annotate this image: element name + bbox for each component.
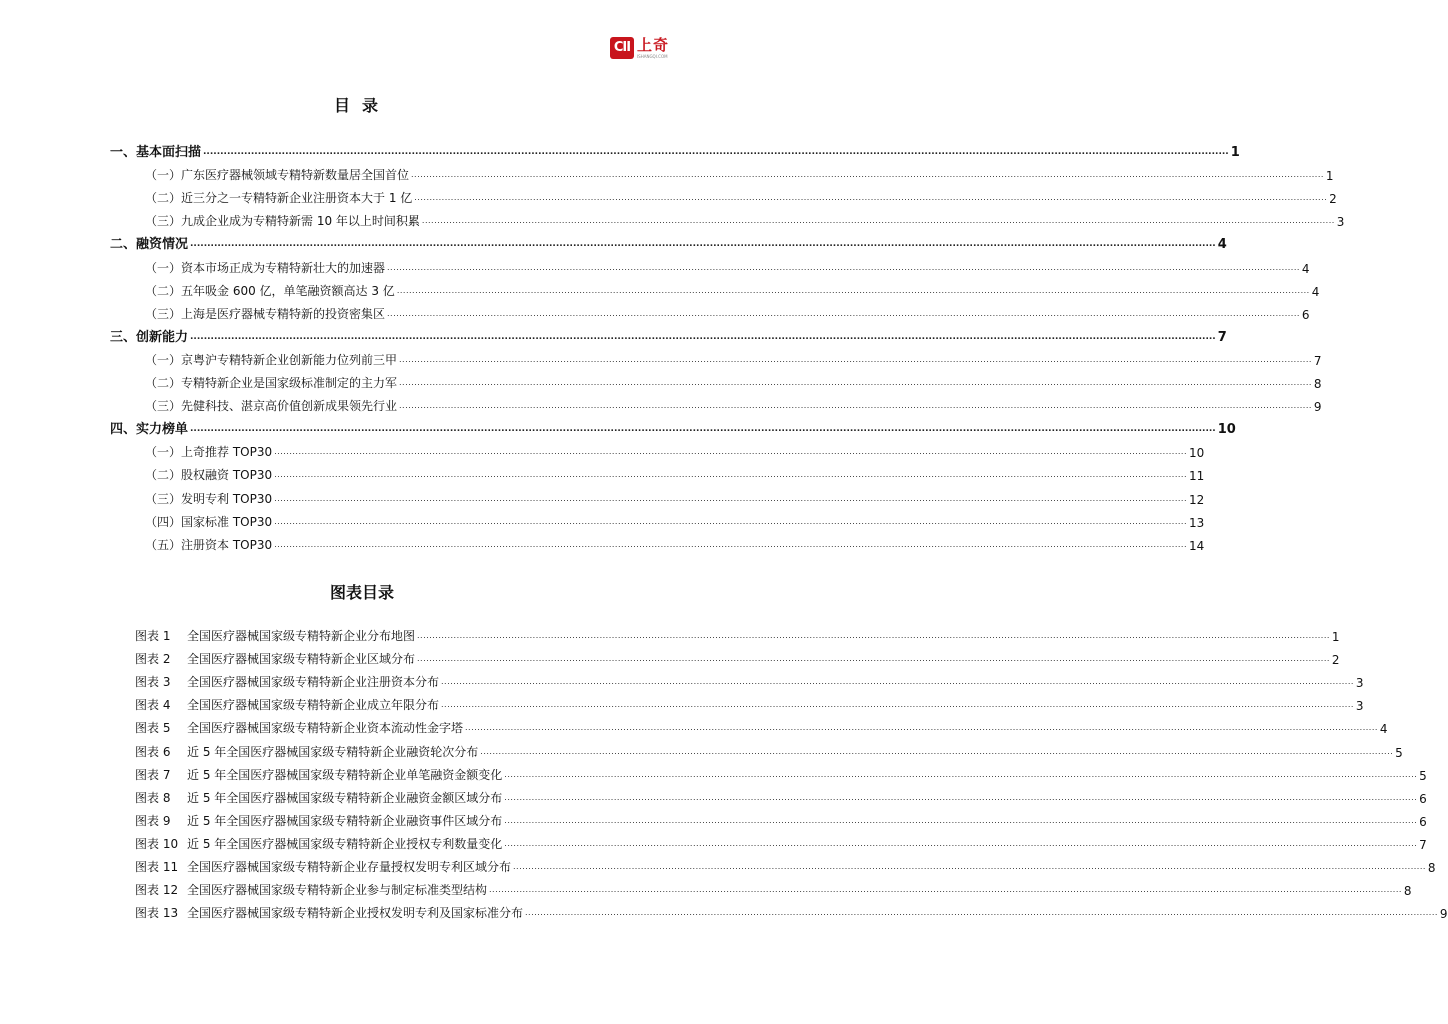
dot-leader: ............................................................................................................................................................................................................................................................................................................ — [396, 285, 1310, 295]
subsection-number: （五） — [145, 537, 182, 552]
page-number: 10 — [1217, 422, 1236, 438]
figure-entry[interactable] — [135, 647, 1340, 668]
toc-subsection[interactable] — [145, 163, 1334, 184]
logo-subtitle: ISHANGQI.COM — [637, 54, 668, 59]
figure-title: 近 5 年全国医疗器械国家级专精特新企业融资金额区域分布 — [187, 790, 503, 805]
page-number: 6 — [1419, 791, 1427, 806]
toc-subsection-label — [145, 513, 272, 530]
figure-entry[interactable] — [135, 832, 1427, 852]
dot-leader: ............................................................................................................................................................................................................................................................................................................ — [387, 308, 1300, 318]
dot-leader: ............................................................................................................................................................................................................................................................................................................ — [504, 815, 1418, 825]
page-number: 3 — [1355, 676, 1364, 691]
figure-entry-label — [135, 696, 439, 713]
figure-entry-label — [135, 673, 439, 690]
dot-leader: ............................................................................................................................................................................................................................................................................................................ — [525, 908, 1438, 918]
figure-number: 图表 10 — [135, 836, 179, 851]
subsection-number: （一） — [145, 352, 182, 367]
dot-leader: ............................................................................................................................................................................................................................................................................................................ — [190, 331, 1216, 342]
figure-entry[interactable] — [135, 624, 1340, 644]
toc-subsection-label — [145, 189, 412, 206]
dot-leader: ............................................................................................................................................................................................................................................................................................................ — [441, 677, 1354, 687]
toc-subsection-label — [145, 282, 395, 299]
figure-entry-label — [135, 719, 463, 736]
figure-title: 近 5 年全国医疗器械国家级专精特新企业授权专利数量变化 — [187, 836, 503, 851]
page-number: 7 — [1217, 329, 1227, 345]
figure-entry[interactable] — [135, 878, 1412, 899]
figure-number: 图表 3 — [135, 675, 171, 690]
subsection-title: 股权融资 TOP30 — [181, 468, 273, 483]
figure-entry[interactable] — [135, 901, 1448, 922]
toc-section-label — [110, 326, 188, 345]
subsection-number: （三） — [145, 214, 182, 229]
subsection-title: 五年吸金 600 亿，单笔融资额高达 3 亿 — [181, 283, 395, 298]
dot-leader: ............................................................................................................................................................................................................................................................................................................ — [480, 746, 1394, 756]
page-number: 6 — [1301, 307, 1310, 322]
page-number: 8 — [1313, 377, 1322, 391]
dot-leader: ............................................................................................................................................................................................................................................................................................................ — [274, 516, 1187, 526]
dot-leader: ............................................................................................................................................................................................................................................................................................................ — [489, 885, 1402, 895]
figure-number: 图表 12 — [135, 883, 179, 898]
page-number: 1 — [1331, 630, 1340, 644]
figure-number: 图表 2 — [135, 652, 171, 667]
subsection-number: （一） — [145, 260, 182, 275]
page-number: 9 — [1313, 400, 1322, 415]
figure-entry[interactable] — [135, 855, 1436, 875]
page-number: 11 — [1189, 469, 1205, 484]
toc-subsection-label — [145, 443, 272, 460]
toc-section[interactable] — [110, 232, 1227, 253]
toc-subsection-label — [145, 374, 397, 391]
section-title: 二、融资情况 — [110, 237, 189, 253]
page-number: 4 — [1311, 284, 1320, 299]
figure-entry[interactable] — [135, 763, 1427, 783]
toc-subsection-label — [145, 212, 420, 229]
dot-leader: ............................................................................................................................................................................................................................................................................................................ — [203, 147, 1229, 157]
page-number: 14 — [1189, 538, 1205, 553]
figure-title: 全国医疗器械国家级专精特新企业分布地图 — [187, 629, 416, 643]
toc-section-label — [110, 233, 188, 252]
figure-number: 图表 9 — [135, 813, 171, 828]
page-number: 7 — [1419, 837, 1427, 852]
figure-number: 图表 6 — [135, 744, 171, 759]
subsection-number: （三） — [145, 399, 182, 414]
figure-entry[interactable] — [135, 740, 1403, 760]
page-number: 5 — [1419, 768, 1427, 783]
figure-entry[interactable] — [135, 809, 1427, 829]
page-number: 2 — [1331, 653, 1340, 668]
toc-subsection[interactable] — [145, 186, 1337, 207]
figure-number: 图表 4 — [135, 698, 171, 713]
toc-subsection[interactable] — [145, 533, 1205, 553]
dot-leader: ............................................................................................................................................................................................................................................................................................................ — [399, 378, 1312, 387]
toc-section[interactable] — [110, 417, 1236, 438]
dot-leader: ............................................................................................................................................................................................................................................................................................................ — [441, 700, 1354, 710]
shangqi-logo — [610, 37, 669, 59]
subsection-title: 发明专利 TOP30 — [181, 491, 273, 506]
subsection-title: 近三分之一专精特新企业注册资本大于 1 亿 — [181, 191, 413, 206]
page-number: 8 — [1403, 884, 1412, 899]
dot-leader: ............................................................................................................................................................................................................................................................................................................ — [411, 170, 1324, 180]
toc-subsection[interactable] — [145, 487, 1205, 507]
figures-title: 图表目录 — [329, 583, 394, 602]
toc-subsection[interactable] — [145, 463, 1205, 484]
subsection-title: 国家标准 TOP30 — [181, 514, 273, 529]
page-number: 4 — [1217, 237, 1227, 253]
section-title: 一、基本面扫描 — [110, 145, 202, 160]
page-number: 7 — [1313, 353, 1322, 368]
subsection-number: （二） — [145, 376, 182, 390]
toc-subsection[interactable] — [145, 371, 1322, 391]
figure-entry-label — [135, 812, 502, 829]
section-title: 四、实力榜单 — [110, 422, 189, 438]
dot-leader: ............................................................................................................................................................................................................................................................................................................ — [504, 769, 1418, 779]
figure-entry-label — [135, 858, 511, 875]
dot-leader: ............................................................................................................................................................................................................................................................................................................ — [504, 792, 1418, 802]
subsection-number: （四） — [145, 514, 182, 529]
figure-entry-label — [135, 650, 415, 667]
toc-subsection[interactable] — [145, 209, 1345, 230]
figure-entry-label — [135, 743, 478, 760]
page-number: 8 — [1427, 861, 1436, 875]
subsection-number: （三） — [145, 491, 182, 506]
toc-subsection-label — [145, 351, 397, 368]
page-number: 12 — [1189, 492, 1205, 507]
toc-subsection[interactable] — [145, 302, 1310, 322]
subsection-title: 上海是医疗器械专精特新的投资密集区 — [181, 306, 386, 321]
toc-section[interactable] — [110, 325, 1227, 345]
page-number: 3 — [1336, 215, 1345, 230]
toc-subsection-label — [145, 166, 409, 183]
toc-subsection-label — [145, 397, 397, 414]
page-number: 5 — [1395, 745, 1403, 760]
figure-title: 全国医疗器械国家级专精特新企业注册资本分布 — [187, 675, 440, 690]
toc-title: 目录 — [333, 96, 390, 115]
toc-subsection[interactable] — [145, 279, 1320, 299]
page-number: 4 — [1379, 722, 1388, 737]
dot-leader: ............................................................................................................................................................................................................................................................................................................ — [399, 401, 1312, 411]
subsection-title: 上奇推荐 TOP30 — [181, 445, 273, 460]
figure-entry-label — [135, 766, 502, 783]
dot-leader: ............................................................................................................................................................................................................................................................................................................ — [465, 723, 1378, 733]
dot-leader: ............................................................................................................................................................................................................................................................................................................ — [417, 654, 1330, 664]
toc-subsection[interactable] — [145, 394, 1322, 415]
logo-name: 上奇 — [637, 36, 670, 54]
dot-leader: ............................................................................................................................................................................................................................................................................................................ — [421, 216, 1335, 226]
section-title: 三、创新能力 — [110, 329, 189, 345]
dot-leader: ............................................................................................................................................................................................................................................................................................................ — [190, 424, 1216, 435]
subsection-title: 京粤沪专精特新企业创新能力位列前三甲 — [181, 352, 398, 367]
page-number: 1 — [1230, 145, 1240, 160]
figure-number: 图表 11 — [135, 860, 179, 874]
dot-leader: ............................................................................................................................................................................................................................................................................................................ — [274, 493, 1187, 503]
dot-leader: ............................................................................................................................................................................................................................................................................................................ — [504, 838, 1418, 848]
page-number: 13 — [1189, 515, 1205, 530]
page-number: 6 — [1419, 814, 1427, 829]
subsection-number: （二） — [145, 191, 182, 206]
toc-subsection[interactable] — [145, 510, 1205, 530]
figure-entry-label — [135, 881, 487, 898]
dot-leader: ............................................................................................................................................................................................................................................................................................................ — [274, 539, 1187, 549]
subsection-title: 广东医疗器械领域专精特新数量居全国首位 — [181, 168, 410, 183]
toc-section-label — [110, 141, 201, 160]
dot-leader: ............................................................................................................................................................................................................................................................................................................ — [399, 354, 1312, 364]
figure-entry[interactable] — [135, 716, 1388, 737]
figure-title: 全国医疗器械国家级专精特新企业参与制定标准类型结构 — [187, 883, 488, 898]
subsection-number: （一） — [145, 168, 182, 183]
figure-title: 近 5 年全国医疗器械国家级专精特新企业单笔融资金额变化 — [187, 767, 503, 782]
figure-number: 图表 13 — [135, 906, 179, 921]
figure-entry-label — [135, 904, 523, 921]
figure-number: 图表 5 — [135, 721, 171, 736]
page-number: 9 — [1439, 907, 1448, 922]
figure-title: 全国医疗器械国家级专精特新企业资本流动性金字塔 — [187, 721, 464, 736]
toc-section-label — [110, 418, 188, 437]
figure-entry-label — [135, 789, 502, 806]
dot-leader: ............................................................................................................................................................................................................................................................................................................ — [190, 239, 1216, 250]
subsection-number: （二） — [145, 468, 182, 483]
subsection-number: （三） — [145, 306, 182, 321]
dot-leader: ............................................................................................................................................................................................................................................................................................................ — [274, 470, 1187, 480]
figure-title: 全国医疗器械国家级专精特新企业成立年限分布 — [187, 698, 440, 713]
figure-title: 近 5 年全国医疗器械国家级专精特新企业融资轮次分布 — [187, 744, 479, 759]
page-number: 2 — [1329, 192, 1337, 207]
toc-subsection[interactable] — [145, 348, 1322, 368]
figure-entry[interactable] — [135, 670, 1364, 691]
figure-title: 全国医疗器械国家级专精特新企业存量授权发明专利区域分布 — [187, 860, 512, 874]
page-number: 4 — [1301, 261, 1310, 276]
dot-leader: ............................................................................................................................................................................................................................................................................................................ — [387, 262, 1300, 272]
subsection-title: 九成企业成为专精特新需 10 年以上时间积累 — [181, 214, 420, 229]
figure-title: 全国医疗器械国家级专精特新企业区域分布 — [187, 652, 416, 667]
subsection-title: 资本市场正成为专精特新壮大的加速器 — [181, 260, 386, 275]
toc-subsection-label — [145, 490, 272, 507]
page-number: 1 — [1325, 169, 1334, 184]
dot-leader: ............................................................................................................................................................................................................................................................................................................ — [513, 862, 1426, 871]
subsection-number: （二） — [145, 283, 182, 298]
subsection-title: 专精特新企业是国家级标准制定的主力军 — [181, 376, 398, 390]
figure-entry-label — [135, 627, 415, 644]
dot-leader: ............................................................................................................................................................................................................................................................................................................ — [414, 193, 1328, 203]
page-number: 10 — [1189, 446, 1205, 461]
toc-subsection[interactable] — [145, 256, 1310, 276]
subsection-title: 注册资本 TOP30 — [181, 537, 273, 552]
figure-number: 图表 7 — [135, 767, 171, 782]
page-number: 3 — [1355, 699, 1364, 714]
toc-subsection[interactable] — [145, 440, 1205, 461]
toc-subsection-label — [145, 305, 385, 322]
dot-leader: ............................................................................................................................................................................................................................................................................................................ — [417, 631, 1330, 640]
logo-mark-icon: CII — [610, 37, 634, 59]
subsection-number: （一） — [145, 445, 182, 460]
figure-entry[interactable] — [135, 786, 1427, 806]
subsection-title: 先健科技、湛京高价值创新成果领先行业 — [181, 399, 398, 414]
dot-leader: ............................................................................................................................................................................................................................................................................................................ — [274, 447, 1187, 457]
toc-subsection-label — [145, 259, 385, 276]
figure-entry-label — [135, 835, 502, 852]
figure-entry[interactable] — [135, 693, 1364, 714]
figure-title: 全国医疗器械国家级专精特新企业授权发明专利及国家标准分布 — [187, 906, 524, 921]
figure-number: 图表 1 — [135, 629, 171, 643]
toc-subsection-label — [145, 466, 272, 483]
figure-title: 近 5 年全国医疗器械国家级专精特新企业融资事件区域分布 — [187, 813, 503, 828]
figure-number: 图表 8 — [135, 790, 171, 805]
toc-subsection-label — [145, 536, 272, 553]
toc-section[interactable] — [110, 140, 1240, 160]
